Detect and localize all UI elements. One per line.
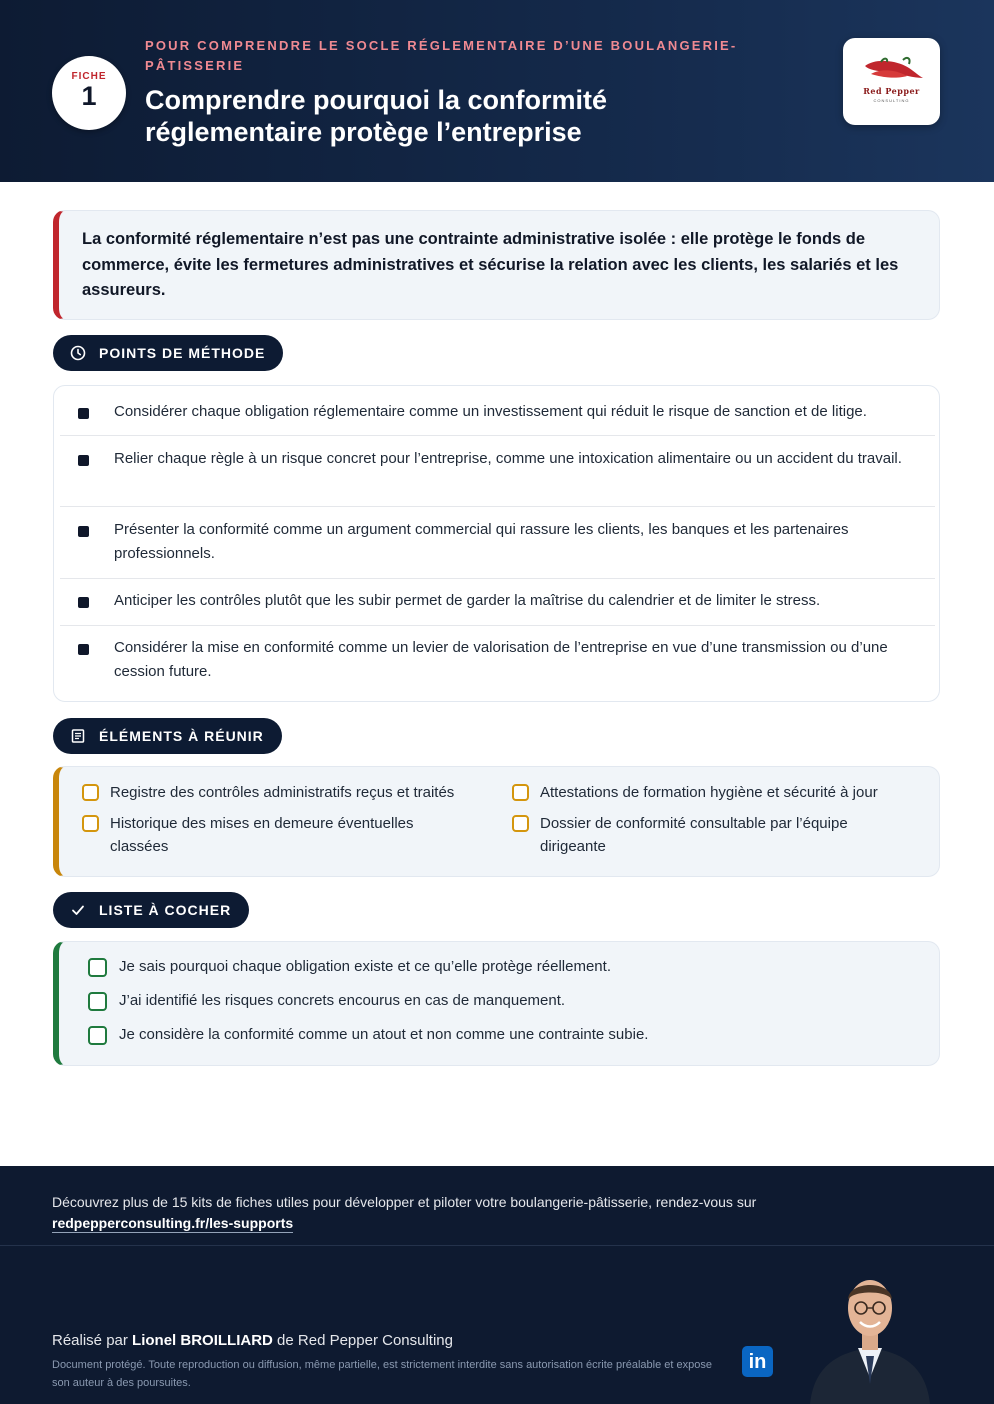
section-heading-checklist — [53, 892, 249, 928]
fiche-number: 1 — [81, 81, 97, 111]
checklist-item — [119, 1024, 648, 1046]
page-title: Comprendre pourquoi la conformité réglementaire protège l’entreprise — [145, 85, 608, 147]
list-item — [110, 781, 490, 804]
author-prefix: Réalisé par — [52, 1332, 128, 1349]
bullet-icon — [78, 644, 89, 655]
logo-subtext: CONSULTING — [873, 98, 910, 103]
checklist-item — [119, 990, 565, 1012]
list-item-text: Registre des contrôles administratifs reçus et traités — [110, 784, 455, 801]
list-item-text: Considérer la mise en conformité comme un levier de valorisation de l’entreprise en vue d’une transmission ou d’une cession future. — [114, 639, 888, 680]
list-item — [540, 812, 890, 858]
list-item — [60, 386, 935, 436]
list-item — [60, 507, 935, 579]
method-list — [53, 385, 940, 702]
checklist-item-text: Je considère la conformité comme un atout et non comme une contrainte subie. — [119, 1026, 649, 1043]
intro-callout — [53, 210, 940, 320]
logo — [843, 38, 940, 125]
list-item-text: Anticiper les contrôles plutôt que les subir permet de garder la maîtrise du calendrier et de limiter le stress. — [114, 592, 821, 609]
section-heading-elements — [53, 718, 282, 754]
bullet-icon — [78, 526, 89, 537]
clock-icon — [70, 345, 86, 361]
header-banner — [0, 0, 994, 182]
list-item — [540, 781, 920, 804]
list-item — [60, 579, 935, 626]
author-name: Lionel BROILLIARD — [132, 1332, 273, 1349]
check-icon — [70, 902, 86, 918]
red-pepper-icon — [857, 52, 927, 84]
section-heading-checklist-label: LISTE À COCHER — [99, 902, 232, 918]
section-heading-elements-label: ÉLÉMENTS À RÉUNIR — [99, 728, 264, 744]
list-item-text: Considérer chaque obligation réglementaire comme un investissement qui réduit le risque de sanction et de litige. — [114, 403, 867, 420]
linkedin-icon[interactable]: in — [742, 1346, 773, 1377]
checkbox[interactable] — [512, 815, 529, 832]
bullet-icon — [78, 455, 89, 466]
divider — [0, 1245, 994, 1246]
author-suffix: de Red Pepper Consulting — [277, 1332, 453, 1349]
bullet-icon — [78, 408, 89, 419]
intro-text: La conformité réglementaire n’est pas une contrainte administrative isolée : elle protège le fonds de commerce, évite les fermetures administratives et sécurise la relation avec les clients, les salariés et les assureurs. — [82, 230, 899, 299]
list-item-text: Dossier de conformité consultable par l’équipe dirigeante — [540, 815, 848, 855]
portrait-illustration — [790, 1256, 950, 1404]
checkbox[interactable] — [512, 784, 529, 801]
list-item-text: Historique des mises en demeure éventuelles classées — [110, 815, 414, 855]
checkbox[interactable] — [88, 958, 107, 977]
footer — [0, 1166, 994, 1404]
checkbox[interactable] — [82, 784, 99, 801]
footer-promo — [52, 1192, 852, 1234]
logo-text: Red Pepper — [863, 86, 920, 96]
author-portrait — [790, 1256, 950, 1404]
section-heading-method — [53, 335, 283, 371]
section-heading-method-label: POINTS DE MÉTHODE — [99, 345, 266, 361]
footer-promo-text: Découvrez plus de 15 kits de fiches utiles pour développer et piloter votre boulangerie-pâtisserie, rendez-vous sur — [52, 1194, 757, 1210]
list-item — [60, 436, 935, 507]
list-item — [60, 626, 935, 701]
elements-list — [53, 766, 940, 877]
list-item — [110, 812, 450, 858]
supports-link[interactable]: redpepperconsulting.fr/les-supports — [52, 1215, 294, 1231]
checklist-item-text: Je sais pourquoi chaque obligation existe et ce qu’elle protège réellement. — [119, 958, 611, 975]
list-item-text: Attestations de formation hygiène et sécurité à jour — [540, 784, 878, 801]
fiche-label: FICHE — [71, 71, 107, 82]
checkbox[interactable] — [88, 1026, 107, 1045]
list-item-text: Présenter la conformité comme un argument commercial qui rassure les clients, les banques et les partenaires professionnels. — [114, 521, 849, 562]
document-icon — [70, 728, 86, 744]
checklist-item-text: J’ai identifié les risques concrets encourus en cas de manquement. — [119, 992, 566, 1009]
checklist-item — [119, 956, 611, 978]
header-kicker: POUR COMPRENDRE LE SOCLE RÉGLEMENTAIRE D’UNE BOULANGERIE-PÂTISSERIE — [145, 38, 738, 73]
list-item-text: Relier chaque règle à un risque concret pour l’entreprise, comme une intoxication alimentaire ou un accident du travail. — [114, 450, 902, 467]
checkbox[interactable] — [82, 815, 99, 832]
fiche-badge — [52, 56, 126, 130]
author-line — [52, 1332, 453, 1349]
checklist — [53, 941, 940, 1066]
bullet-icon — [78, 597, 89, 608]
legal-notice: Document protégé. Toute reproduction ou diffusion, même partielle, est strictement interdite sans autorisation écrite préalable et expose son auteur à des poursuites. — [52, 1359, 712, 1389]
checkbox[interactable] — [88, 992, 107, 1011]
